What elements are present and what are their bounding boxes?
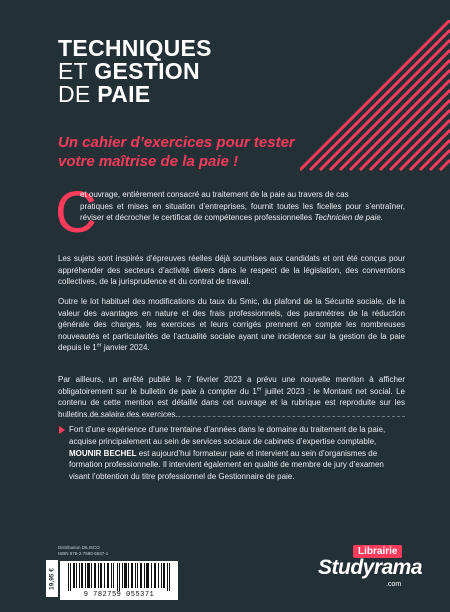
title-line-3: DE PAIE — [58, 81, 151, 107]
barcode — [60, 561, 178, 600]
dashed-divider — [58, 416, 405, 417]
decorative-stripes — [300, 20, 450, 210]
intro-paragraph: et ouvrage, entièrement consacré au traitement de la paie au travers de cas pratiques et mises en situation d’entreprises, fournit toutes les ficelles pour s’entraîner, réviser et décrocher le certificat de compétences professionnelles Technicien de paie. — [80, 190, 405, 223]
arrow-bullet-icon — [59, 426, 65, 434]
subtitle: Un cahier d’exercices pour tester votre maîtrise de la paie ! — [58, 134, 295, 170]
price-label: 19,95 € — [46, 560, 58, 597]
paragraph-2: Les sujets sont inspirés d’épreuves réelles déjà soumises aux candidats et ont été conçus pour appréhender des secteurs d’activité divers dans le respect de la législation, des conventions collectives, de la jurisprudence et du contrat de travail. — [58, 254, 405, 287]
book-title — [58, 37, 212, 106]
title-line-2: ET GESTION — [58, 58, 200, 84]
publisher-logo — [318, 545, 423, 600]
logo-librairie: Librairie — [353, 545, 402, 558]
distribution-info: Distribution DILISCO ISBN 978-2-7590-5537-1 — [58, 545, 109, 556]
drop-cap: C — [55, 180, 97, 245]
title-line-1: TECHNIQUES — [58, 35, 212, 61]
barcode-number: 9 782759 055371 — [83, 591, 155, 599]
logo-studyrama: Studyrama — [318, 556, 423, 579]
author-name: MOUNIR BECHEL — [69, 448, 137, 458]
paragraph-4: Par ailleurs, un arrêté publié le 7 février 2023 a prévu une nouvelle mention à afficher obligatoirement sur le bulletin de paie à compter du 1er juillet 2023 : le Montant net social. Le contenu de cette mention est détaillé dans cet ouvrage et la rubrique est reproduite sur les bulletins de salaire des exercices. — [58, 375, 406, 419]
barcode-bars-icon — [68, 563, 170, 591]
logo-com: .com — [386, 581, 402, 588]
paragraph-3: Outre le lot habituel des modifications du taux du Smic, du plafond de la Sécurité sociale, de la valeur des avantages en nature et des frais professionnels, des paramètres de la réduction générale des charges, les exercices et leurs corrigés prennent en compte les nombreuses nouveautés et particularités de l’actualité sociale ayant une incidence sur la gestion de la paie depuis le 1er janvier 2024. — [58, 297, 405, 353]
author-bio: Fort d’une expérience d’une trentaine d’années dans le domaine du traitement de la paie, acquise principalement au sein de services sociaux de cabinets d’expertise comptable, MOUNIR BECHEL est aujourd’hui formateur paie et intervient au sein d’organismes de formation professionnelle. Il intervient également en qualité de membre de jury d’examen visant l’obtention du titre professionnel de Gestionnaire de paie. — [69, 425, 386, 482]
